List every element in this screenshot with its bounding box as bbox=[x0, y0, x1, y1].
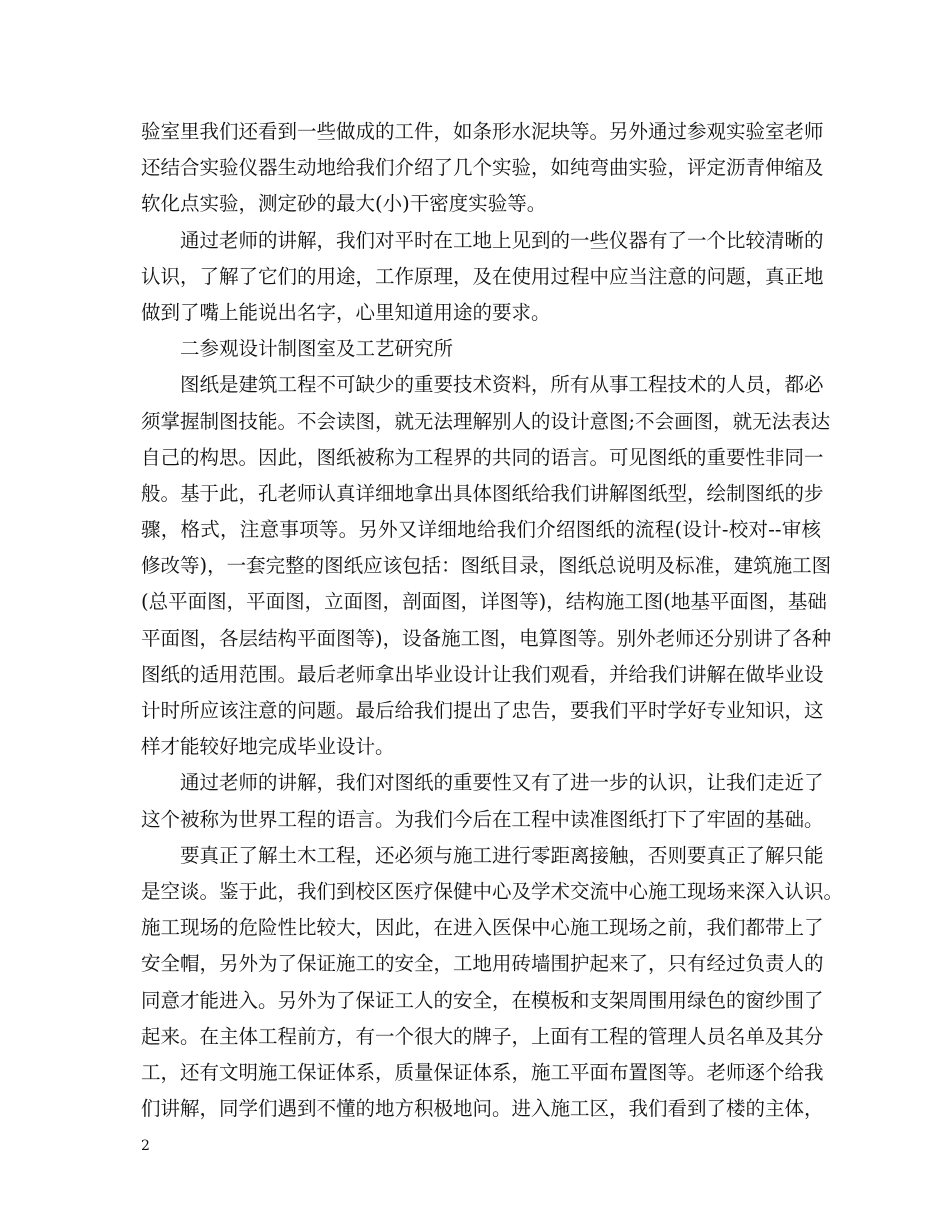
text-line: 般。基于此，孔老师认真详细地拿出具体图纸给我们讲解图纸型，绘制图纸的步 bbox=[141, 481, 824, 505]
text-line: 样才能较好地完成毕业设计。 bbox=[141, 735, 395, 759]
text-line: 起来。在主体工程前方，有一个很大的牌子，上面有工程的管理人员名单及其分 bbox=[141, 1024, 824, 1048]
text-line: 骤，格式，注意事项等。另外又详细地给我们介绍图纸的流程(设计-校对--审核 bbox=[141, 518, 821, 542]
text-line: 图纸是建筑工程不可缺少的重要技术资料，所有从事工程技术的人员，都必 bbox=[180, 373, 824, 397]
text-line: 验室里我们还看到一些做成的工件，如条形水泥块等。另外通过参观实验室老师 bbox=[141, 120, 824, 143]
text-line: 图纸的适用范围。最后老师拿出毕业设计让我们观看，并给我们讲解在做毕业设 bbox=[141, 662, 824, 686]
text-line: 是空谈。鉴于此，我们到校区医疗保健中心及学术交流中心施工现场来深入认识。 bbox=[141, 879, 844, 903]
text-line: 同意才能进入。另外为了保证工人的安全，在模板和支架周围用绿色的窗纱围了 bbox=[141, 988, 824, 1012]
text-line: 们讲解，同学们遇到不懂的地方积极地问。进入施工区，我们看到了楼的主体， bbox=[141, 1097, 824, 1121]
text-line: 还结合实验仪器生动地给我们介绍了几个实验，如纯弯曲实验，评定沥青伸缩及 bbox=[141, 156, 824, 180]
section-heading: 二参观设计制图室及工艺研究所 bbox=[180, 337, 454, 361]
text-line: 施工现场的危险性比较大，因此，在进入医保中心施工现场之前，我们都带上了 bbox=[141, 916, 824, 940]
text-line: 修改等)，一套完整的图纸应该包括：图纸目录，图纸总说明及标准，建筑施工图 bbox=[141, 554, 832, 578]
text-line: 要真正了解土木工程，还必须与施工进行零距离接触，否则要真正了解只能 bbox=[180, 843, 824, 867]
text-line: 软化点实验，测定砂的最大(小)干密度实验等。 bbox=[141, 192, 547, 216]
text-line: 平面图，各层结构平面图等)，设备施工图，电算图等。别外老师还分别讲了各种 bbox=[141, 626, 832, 650]
text-line: 通过老师的讲解，我们对图纸的重要性又有了进一步的认识，让我们走近了 bbox=[180, 771, 824, 795]
text-line: 做到了嘴上能说出名字，心里知道用途的要求。 bbox=[141, 300, 551, 324]
text-line: 这个被称为世界工程的语言。为我们今后在工程中读准图纸打下了牢固的基础。 bbox=[141, 807, 824, 831]
text-line: 自己的构思。因此，图纸被称为工程界的共同的语言。可见图纸的重要性非同一 bbox=[141, 445, 824, 469]
body-text bbox=[141, 114, 844, 1127]
text-line: 认识，了解了它们的用途，工作原理，及在使用过程中应当注意的问题，真正地 bbox=[141, 264, 824, 288]
page-number: 2 bbox=[141, 1138, 150, 1154]
text-line: 通过老师的讲解，我们对平时在工地上见到的一些仪器有了一个比较清晰的 bbox=[180, 228, 824, 252]
text-line: 须掌握制图技能。不会读图，就无法理解别人的设计意图;不会画图，就无法表达 bbox=[141, 409, 831, 433]
text-line: 安全帽，另外为了保证施工的安全，工地用砖墙围护起来了，只有经过负责人的 bbox=[141, 952, 824, 976]
text-line: (总平面图，平面图，立面图，剖面图，详图等)，结构施工图(地基平面图，基础 bbox=[141, 590, 827, 614]
text-line: 计时所应该注意的问题。最后给我们提出了忠告，要我们平时学好专业知识，这 bbox=[141, 699, 824, 722]
text-line: 工，还有文明施工保证体系，质量保证体系，施工平面布置图等。老师逐个给我 bbox=[141, 1060, 824, 1084]
